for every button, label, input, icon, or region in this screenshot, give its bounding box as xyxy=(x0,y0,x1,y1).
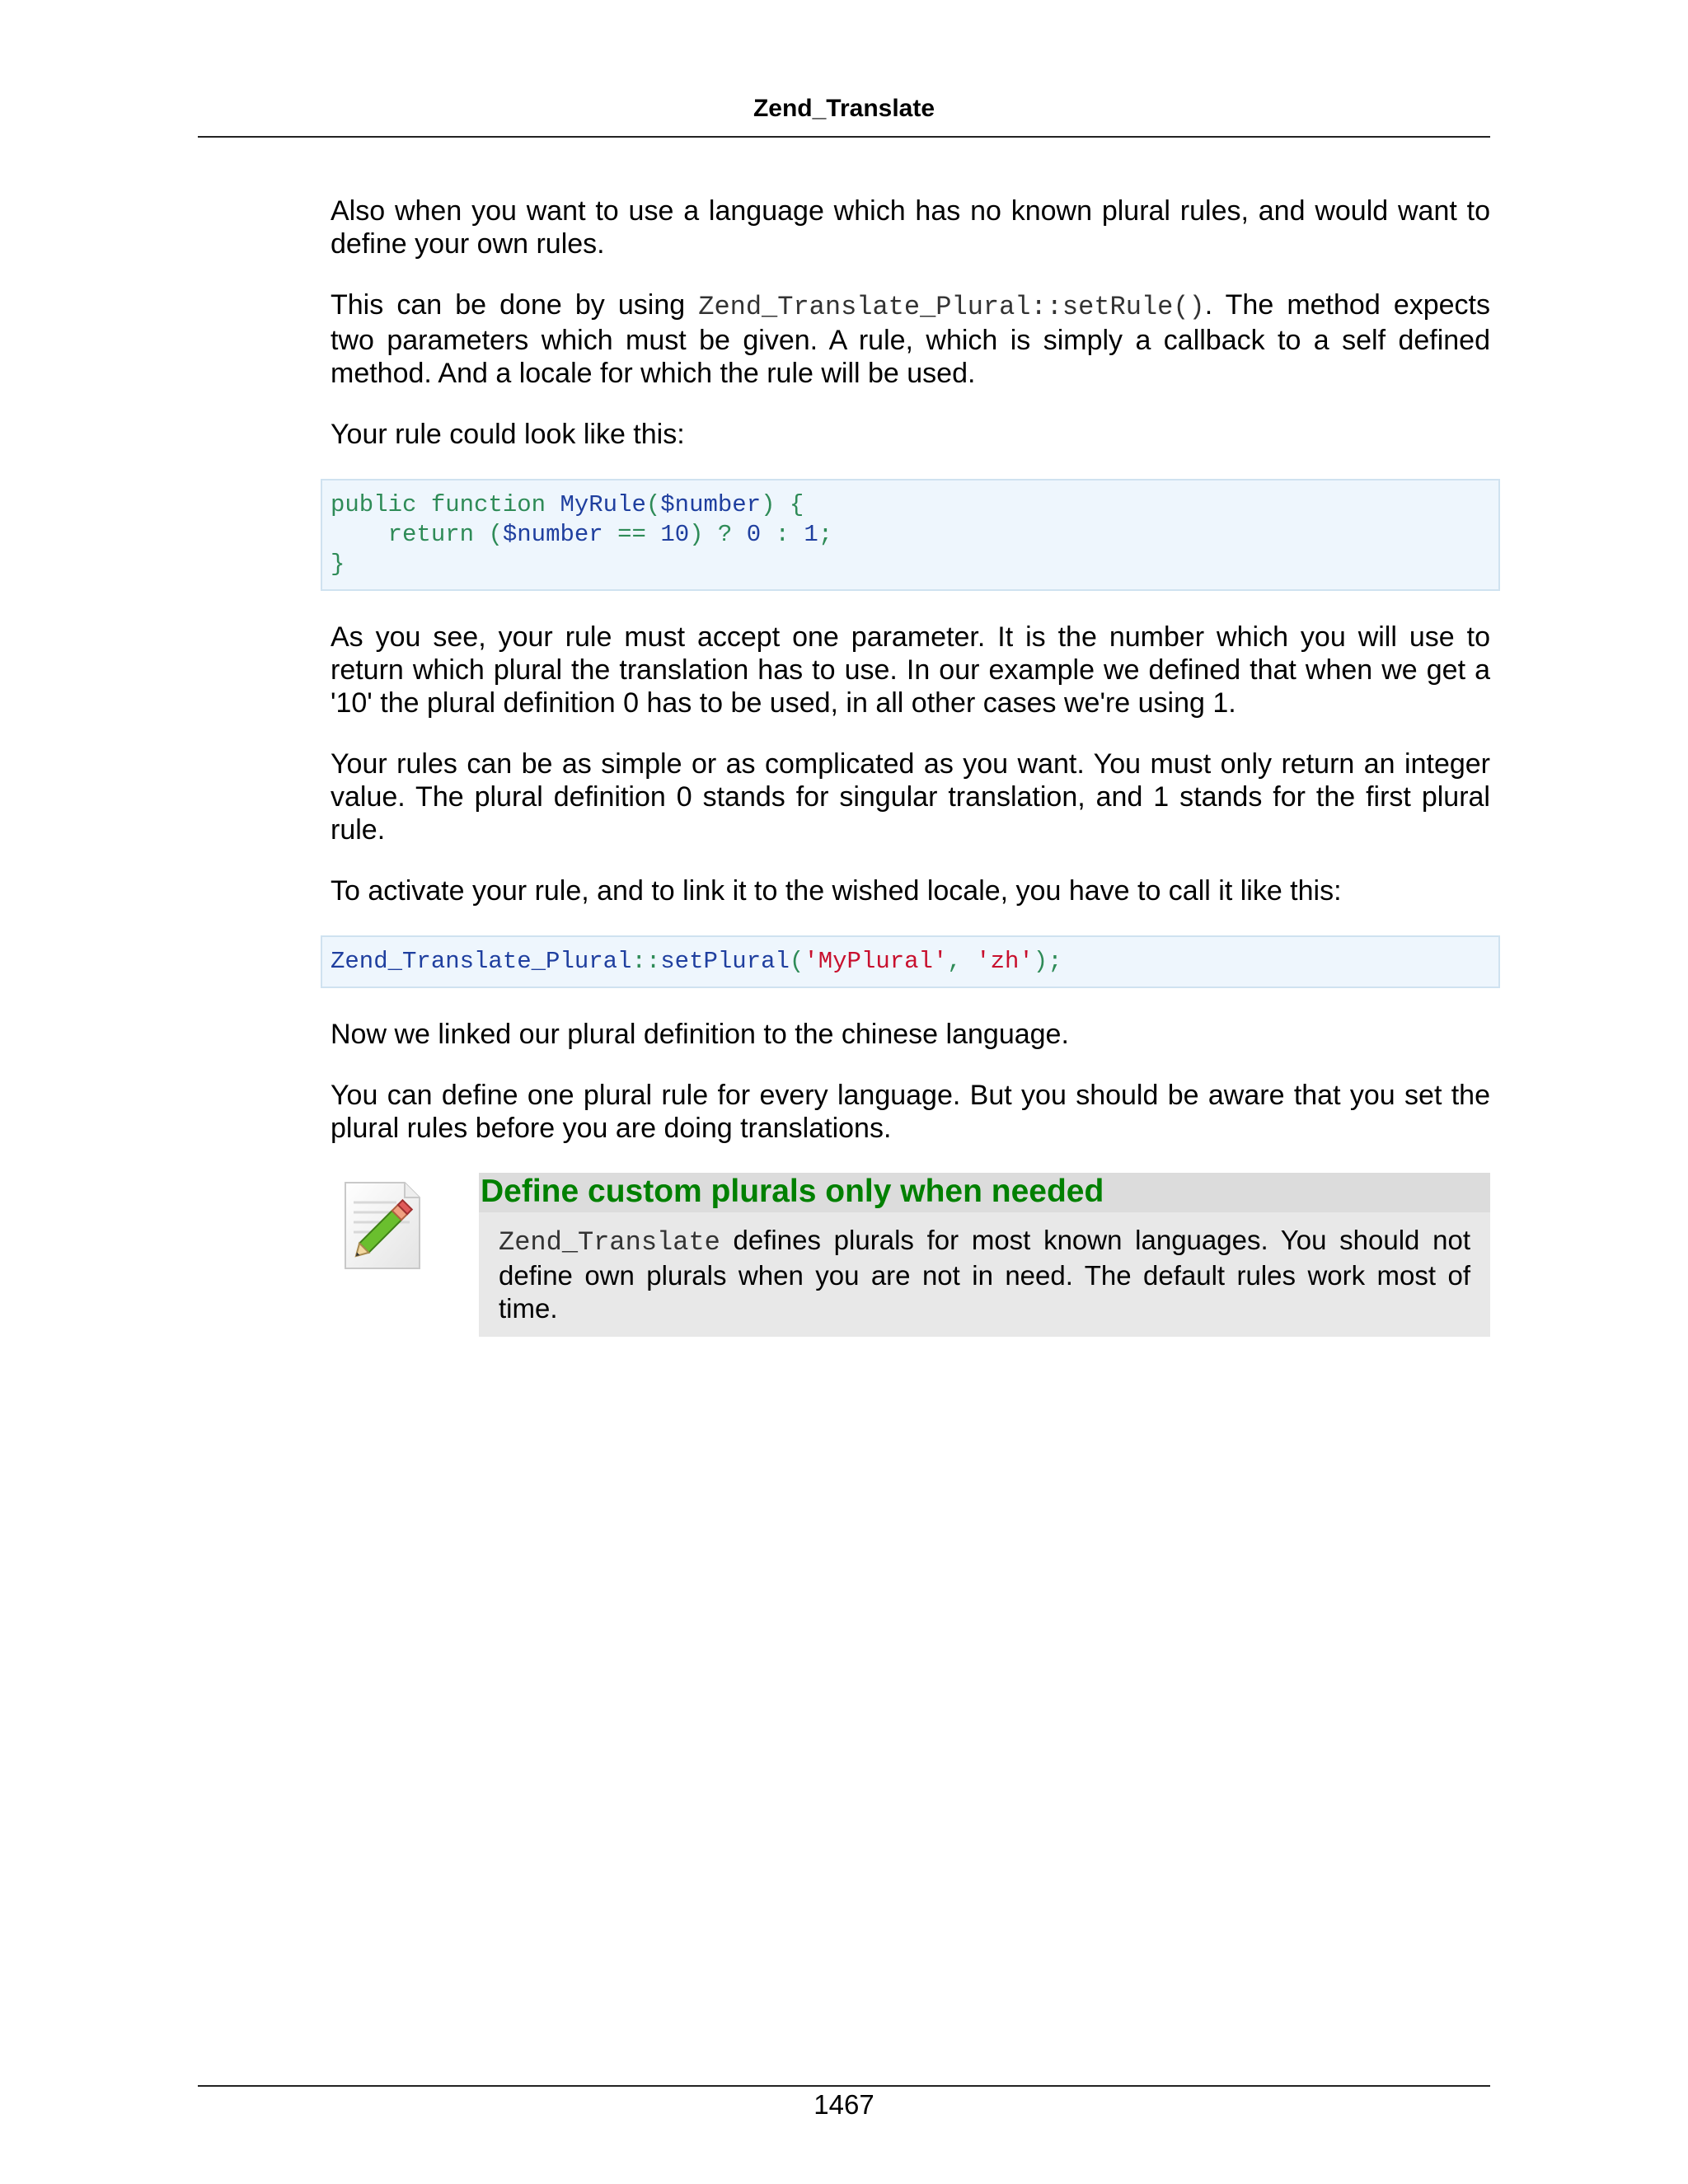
code-token: ; xyxy=(818,521,833,548)
code-token: $number xyxy=(502,521,603,548)
code-token: Zend_Translate_Plural xyxy=(331,948,632,975)
code-token: 'zh' xyxy=(976,948,1034,975)
code-token: == xyxy=(603,521,661,548)
code-block-myrule xyxy=(321,479,1500,591)
page-content xyxy=(331,194,1490,1324)
paragraph: Your rules can be as simple or as complicated as you want. You must only return an integer value. The plural definition 0 stands for singular translation, and 1 stands for the first plural rule. xyxy=(331,748,1490,846)
running-header: Zend_Translate xyxy=(753,95,935,122)
code-token: MyRule xyxy=(560,491,646,518)
paragraph: Also when you want to use a language which has no known plural rules, and would want to define your own rules. xyxy=(331,195,1490,260)
inline-code: Zend_Translate_Plural::setRule() xyxy=(698,292,1205,322)
paragraph: Now we linked our plural definition to the chinese language. xyxy=(331,1019,1069,1050)
page-number: 1467 xyxy=(814,2089,874,2120)
paragraph: To activate your rule, and to link it to the wished locale, you have to call it like this: xyxy=(331,875,1342,907)
code-token: 'MyPlural' xyxy=(804,948,948,975)
paragraph: You can define one plural rule for every language. But you should be aware that you set the plural rules before you are doing translations. xyxy=(331,1080,1490,1144)
code-indent xyxy=(331,521,388,548)
code-token: 0 xyxy=(746,521,762,548)
note-title: Define custom plurals only when needed xyxy=(479,1173,1490,1212)
code-token: setPlural xyxy=(660,948,790,975)
footer-rule xyxy=(198,2085,1490,2087)
note-text: defines plurals for most known languages. You should not define own plurals when you are not in need. The default rules work most of time. xyxy=(499,1225,1470,1324)
paragraph-text: . The method expects two parameters which must be given. A rule, which is simply a callback to a self defined method. And a locale for which the rule will be used. xyxy=(331,289,1490,389)
code-token: public function xyxy=(331,491,560,518)
code-token: ( xyxy=(789,948,804,975)
paragraph xyxy=(331,288,1490,390)
paragraph-text: This can be done by using xyxy=(331,289,699,321)
code-token: 10 xyxy=(660,521,690,548)
code-block-setplural xyxy=(321,935,1500,988)
note-body xyxy=(479,1212,1490,1337)
code-token: $number xyxy=(660,491,762,518)
note-box xyxy=(479,1173,1490,1337)
code-token: return xyxy=(387,521,489,548)
code-token: :: xyxy=(631,948,661,975)
paragraph: As you see, your rule must accept one parameter. It is the number which you will use to return which plural the translation has to use. In our example we defined that when we get a '10' the plural definition 0 has to be used, in all other cases we're using 1. xyxy=(331,621,1490,719)
pencil-note-icon xyxy=(339,1178,424,1273)
code-token: } xyxy=(331,551,345,578)
code-token: ) ? xyxy=(689,521,747,548)
header-rule xyxy=(198,136,1490,138)
code-token: ) { xyxy=(761,491,804,518)
code-token: ( xyxy=(488,521,503,548)
code-token: 1 xyxy=(804,521,818,548)
note-callout xyxy=(331,1173,1490,1324)
code-token: , xyxy=(947,948,977,975)
code-token: ); xyxy=(1033,948,1062,975)
code-token: ( xyxy=(645,491,661,518)
inline-code: Zend_Translate xyxy=(499,1227,720,1258)
paragraph: Your rule could look like this: xyxy=(331,419,685,450)
code-token: : xyxy=(761,521,804,548)
